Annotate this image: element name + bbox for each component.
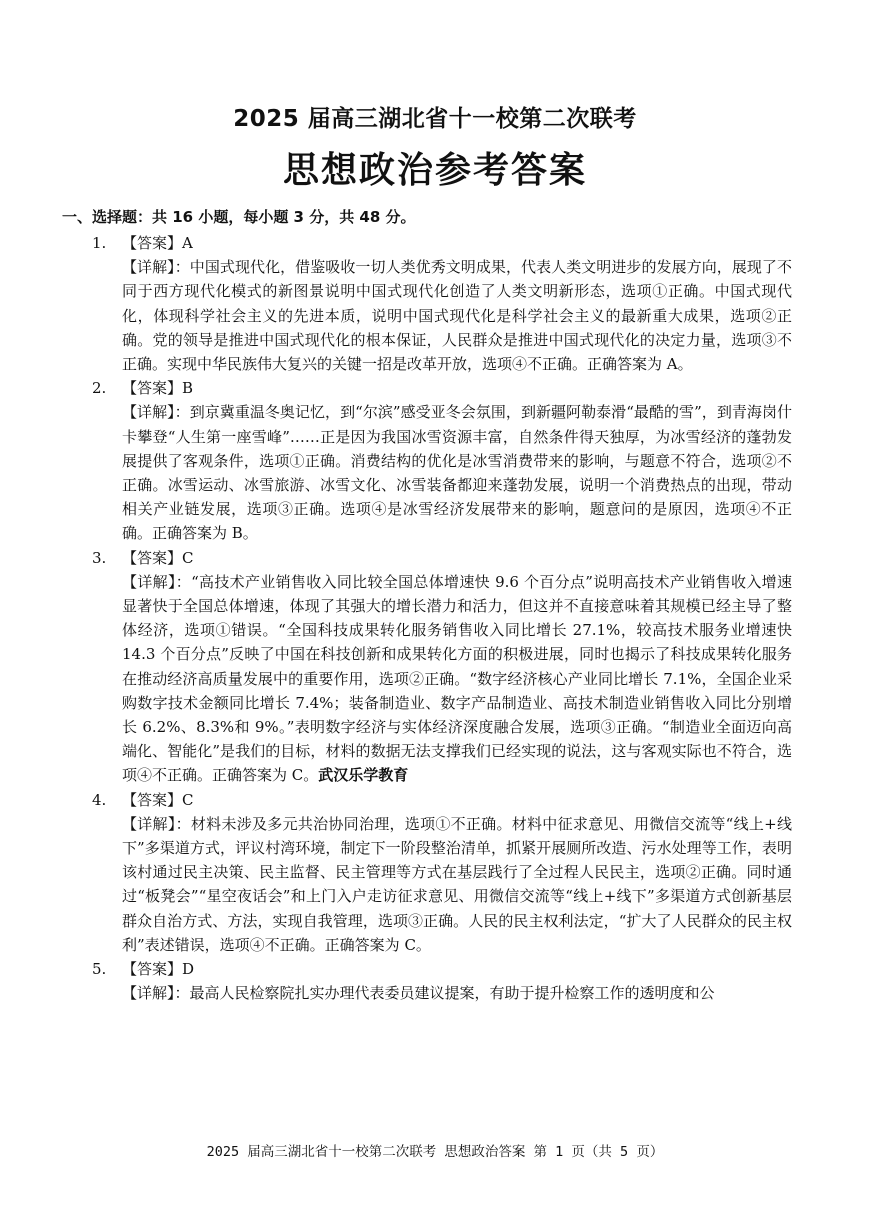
section-title: 一、选择题：共 16 小题，每小题 3 分，共 48 分。: [62, 208, 416, 226]
question-3: [92, 546, 792, 788]
answer-detail: 【详解】：中国式现代化，借鉴吸收一切人类优秀文明成果，代表人类文明进步的发展方向，展现了不同于西方现代化模式的新图景说明中国式现代化创造了人类文明新形态，选项①正确。中国式现代化，体现科学社会主义的先进本质，说明中国式现代化是科学社会主义的最新重大成果，选项②正确。党的领导是推进中国式现代化的根本保证，人民群众是推进中国式现代化的决定力量，选项③不正确。实现中华民族伟大复兴的关键一招是改革开放，选项④不正确。正确答案为 A。: [122, 258, 792, 373]
question-number: 4.: [92, 790, 107, 809]
brand-watermark-text: 武汉乐学教育: [318, 766, 409, 785]
answer-label: 【答案】D: [122, 960, 195, 979]
answer-detail-wrapper: [122, 570, 792, 788]
question-4: [92, 788, 792, 957]
question-2: [92, 376, 792, 545]
answer-content: [62, 205, 792, 1005]
answer-detail: 【详解】：材料未涉及多元共治协同治理，选项①不正确。材料中征求意见、用微信交流等“线上+线下”多渠道方式，评议村湾环境，制定下一阶段整治清单，抓紧开展厕所改造、污水处理等工作，表明该村通过民主决策、民主监督、民主管理等方式在基层践行了全过程人民民主，选项②正确。同时通过“板凳会”“星空夜话会”和上门入户走访征求意见、用微信交流等“线上+线下”多渠道方式创新基层群众自治方式、方法，实现自我管理，选项③正确。人民的民主权利法定，“扩大了人民群众的民主权利”表述错误，选项④不正确。正确答案为 C。: [122, 814, 792, 954]
exam-title: 2025 届高三湖北省十一校第二次联考: [233, 106, 637, 132]
answer-label: 【答案】A: [122, 234, 193, 252]
document-title: 思想政治参考答案: [282, 150, 587, 191]
question-number: 1.: [92, 234, 107, 252]
answer-detail: 【详解】：“高技术产业销售收入同比较全国总体增速快 9.6 个百分点”说明高技术产业销售收入增速显著快于全国总体增速，体现了其强大的增长潜力和活力，但这并不直接意味着其规模已经主导了整体经济，选项①错误。“全国科技成果转化服务销售收入同比增长 27.1%，较高技术服务业增速快 14.3 个百分点”反映了中国在科技创新和成果转化方面的积极进展，同时也揭示了科技成果转化服务在推动经济高质量发展中的重要作用，选项②正确。“数字经济核心产业同比增长 7.1%，全国企业采购数字技术金额同比增长 7.4%；装备制造业、数字产品制造业、高技术制造业销售收入同比分别增长 6.2%、8.3%和 9%。”表明数字经济与实体经济深度融合发展，选项③正确。“制造业全面迈向高端化、智能化”是我们的目标，材料的数据无法支撑我们已经实现的说法，这与客观实际也不符合，选项④不正确。正确答案为 C。: [122, 572, 792, 785]
question-5: [92, 957, 792, 1005]
question-number: 5.: [92, 960, 107, 979]
answer-label: 【答案】C: [122, 548, 194, 567]
answer-detail: 【详解】：最高人民检察院扎实办理代表委员建议提案，有助于提升检察工作的透明度和公: [122, 984, 715, 1003]
answer-detail: 【详解】：到京冀重温冬奥记忆，到“尔滨”感受亚冬会氛围，到新疆阿勒泰滑“最酷的雪”，到青海岗什卡攀登“人生第一座雪峰”……正是因为我国冰雪资源丰富，自然条件得天独厚，为冰雪经济的蓬勃发展提供了客观条件，选项①正确。消费结构的优化是冰雪消费带来的影响，与题意不符合，选项②不正确。冰雪运动、冰雪旅游、冰雪文化、冰雪装备都迎来蓬勃发展，说明一个消费热点的出现，带动相关产业链发展，选项③正确。选项④是冰雪经济发展带来的影响，题意问的是原因，选项④不正确。正确答案为 B。: [122, 403, 792, 543]
question-number: 3.: [92, 548, 107, 567]
page-footer: 2025 届高三湖北省十一校第二次联考 思想政治答案 第 1 页（共 5 页）: [206, 1144, 664, 1160]
question-1: [92, 231, 792, 376]
answer-label: 【答案】C: [122, 790, 194, 809]
answer-label: 【答案】B: [122, 379, 194, 398]
question-number: 2.: [92, 379, 107, 398]
